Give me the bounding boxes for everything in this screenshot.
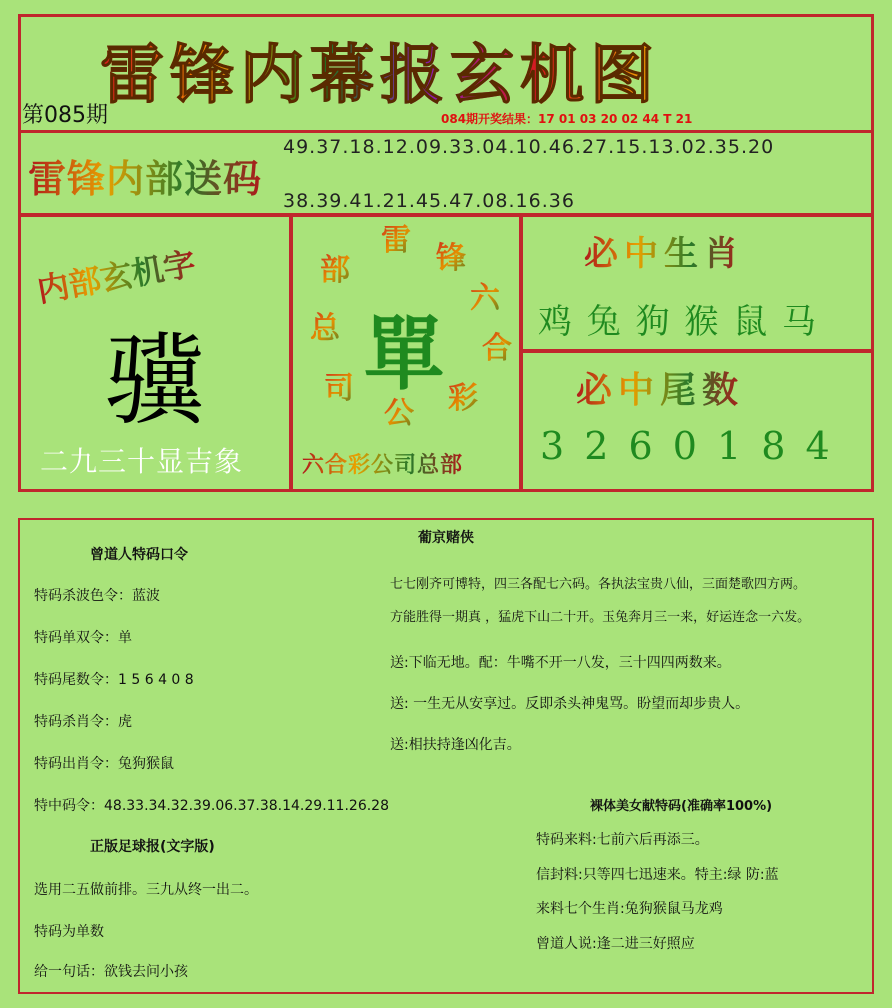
tail-numbers-label: 必中尾数 [576, 362, 744, 413]
beauty-heading: 裸体美女献特码(准确率100%) [590, 799, 773, 814]
beauty-row: 特码来料:七前六后再添三。 [536, 832, 709, 848]
beauty-row: 信封料:只等四七迅速来。特主:绿 防:蓝 [536, 867, 779, 883]
left-row: 特中码令：48.33.34.32.39.06.37.38.14.29.11.26.28 [34, 798, 389, 814]
ring-char: 锋 [432, 240, 470, 278]
internal-codes-line2: 38.39.41.21.45.47.08.16.36 [283, 190, 575, 212]
left-row: 特码杀波色令：蓝波 [34, 588, 160, 604]
page-title: 雷锋内幕报玄机图 [100, 24, 760, 104]
lower-left-heading: 曾道人特码口令 [90, 547, 188, 563]
ring-char: 部 [316, 252, 354, 290]
right-row: 送:下临无地。配：牛嘴不开一八发，三十四四两数来。 [390, 655, 731, 671]
left-row: 特码出肖令：兔狗猴鼠 [34, 756, 174, 772]
mystery-character: 骥 [104, 322, 204, 439]
left-row: 特码尾数令：1 5 6 4 0 8 [34, 672, 194, 688]
mystery-word-label: 内部玄机字 [33, 238, 199, 311]
football-row: 选用二五做前排。三九从终一出二。 [34, 882, 258, 898]
ring-char: 司 [320, 370, 358, 408]
football-row: 特码为单数 [34, 924, 104, 940]
left-row: 特码单双令：单 [34, 630, 132, 646]
right-row: 送:相扶持逢凶化吉。 [390, 737, 521, 753]
ring-char: 雷 [377, 222, 415, 260]
ring-char: 彩 [444, 380, 482, 418]
ring-char: 公 [380, 395, 418, 433]
beauty-row: 曾道人说:逢二进三好照应 [536, 936, 695, 952]
lower-center-heading: 葡京赌侠 [418, 530, 474, 546]
left-row: 特码杀肖令：虎 [34, 714, 132, 730]
right-row: 送: 一生无从安享过。反即杀头神鬼骂。盼望而却步贵人。 [390, 696, 750, 712]
football-row: 给一句话：欲钱去问小孩 [34, 964, 188, 980]
internal-codes-label: 雷锋内部送码 [28, 148, 262, 203]
right-row: 七七刚齐可博特，四三各配七六码。各执法宝贵八仙，三面楚歌四方两。 [390, 577, 807, 592]
mystery-hint: 二九三十显吉象 [40, 445, 244, 478]
beauty-row: 来料七个生肖:兔狗猴鼠马龙鸡 [536, 901, 723, 917]
ring-char: 六 [466, 280, 504, 318]
issue-number: 第085期 [22, 103, 108, 128]
zodiac-values: 鸡 兔 狗 猴 鼠 马 [538, 302, 819, 342]
center-big-character: 單 [364, 307, 444, 401]
tail-numbers-values: 3 2 6 0 1 8 4 [540, 424, 834, 468]
zodiac-label: 必中生肖 [584, 226, 744, 275]
right-row: 方能胜得一期真 ，猛虎下山二十开。玉兔奔月三一来，好运连念一六发。 [390, 610, 811, 625]
previous-result: 084期开奖结果：17 01 03 20 02 44 T 21 [441, 112, 693, 126]
football-heading: 正版足球报(文字版) [90, 839, 215, 855]
internal-codes-line1: 49.37.18.12.09.33.04.10.46.27.15.13.02.35.20 [283, 136, 775, 158]
center-footer: 六合彩公司总部 [302, 448, 463, 479]
ring-char: 总 [306, 310, 344, 348]
ring-char: 合 [478, 330, 516, 368]
